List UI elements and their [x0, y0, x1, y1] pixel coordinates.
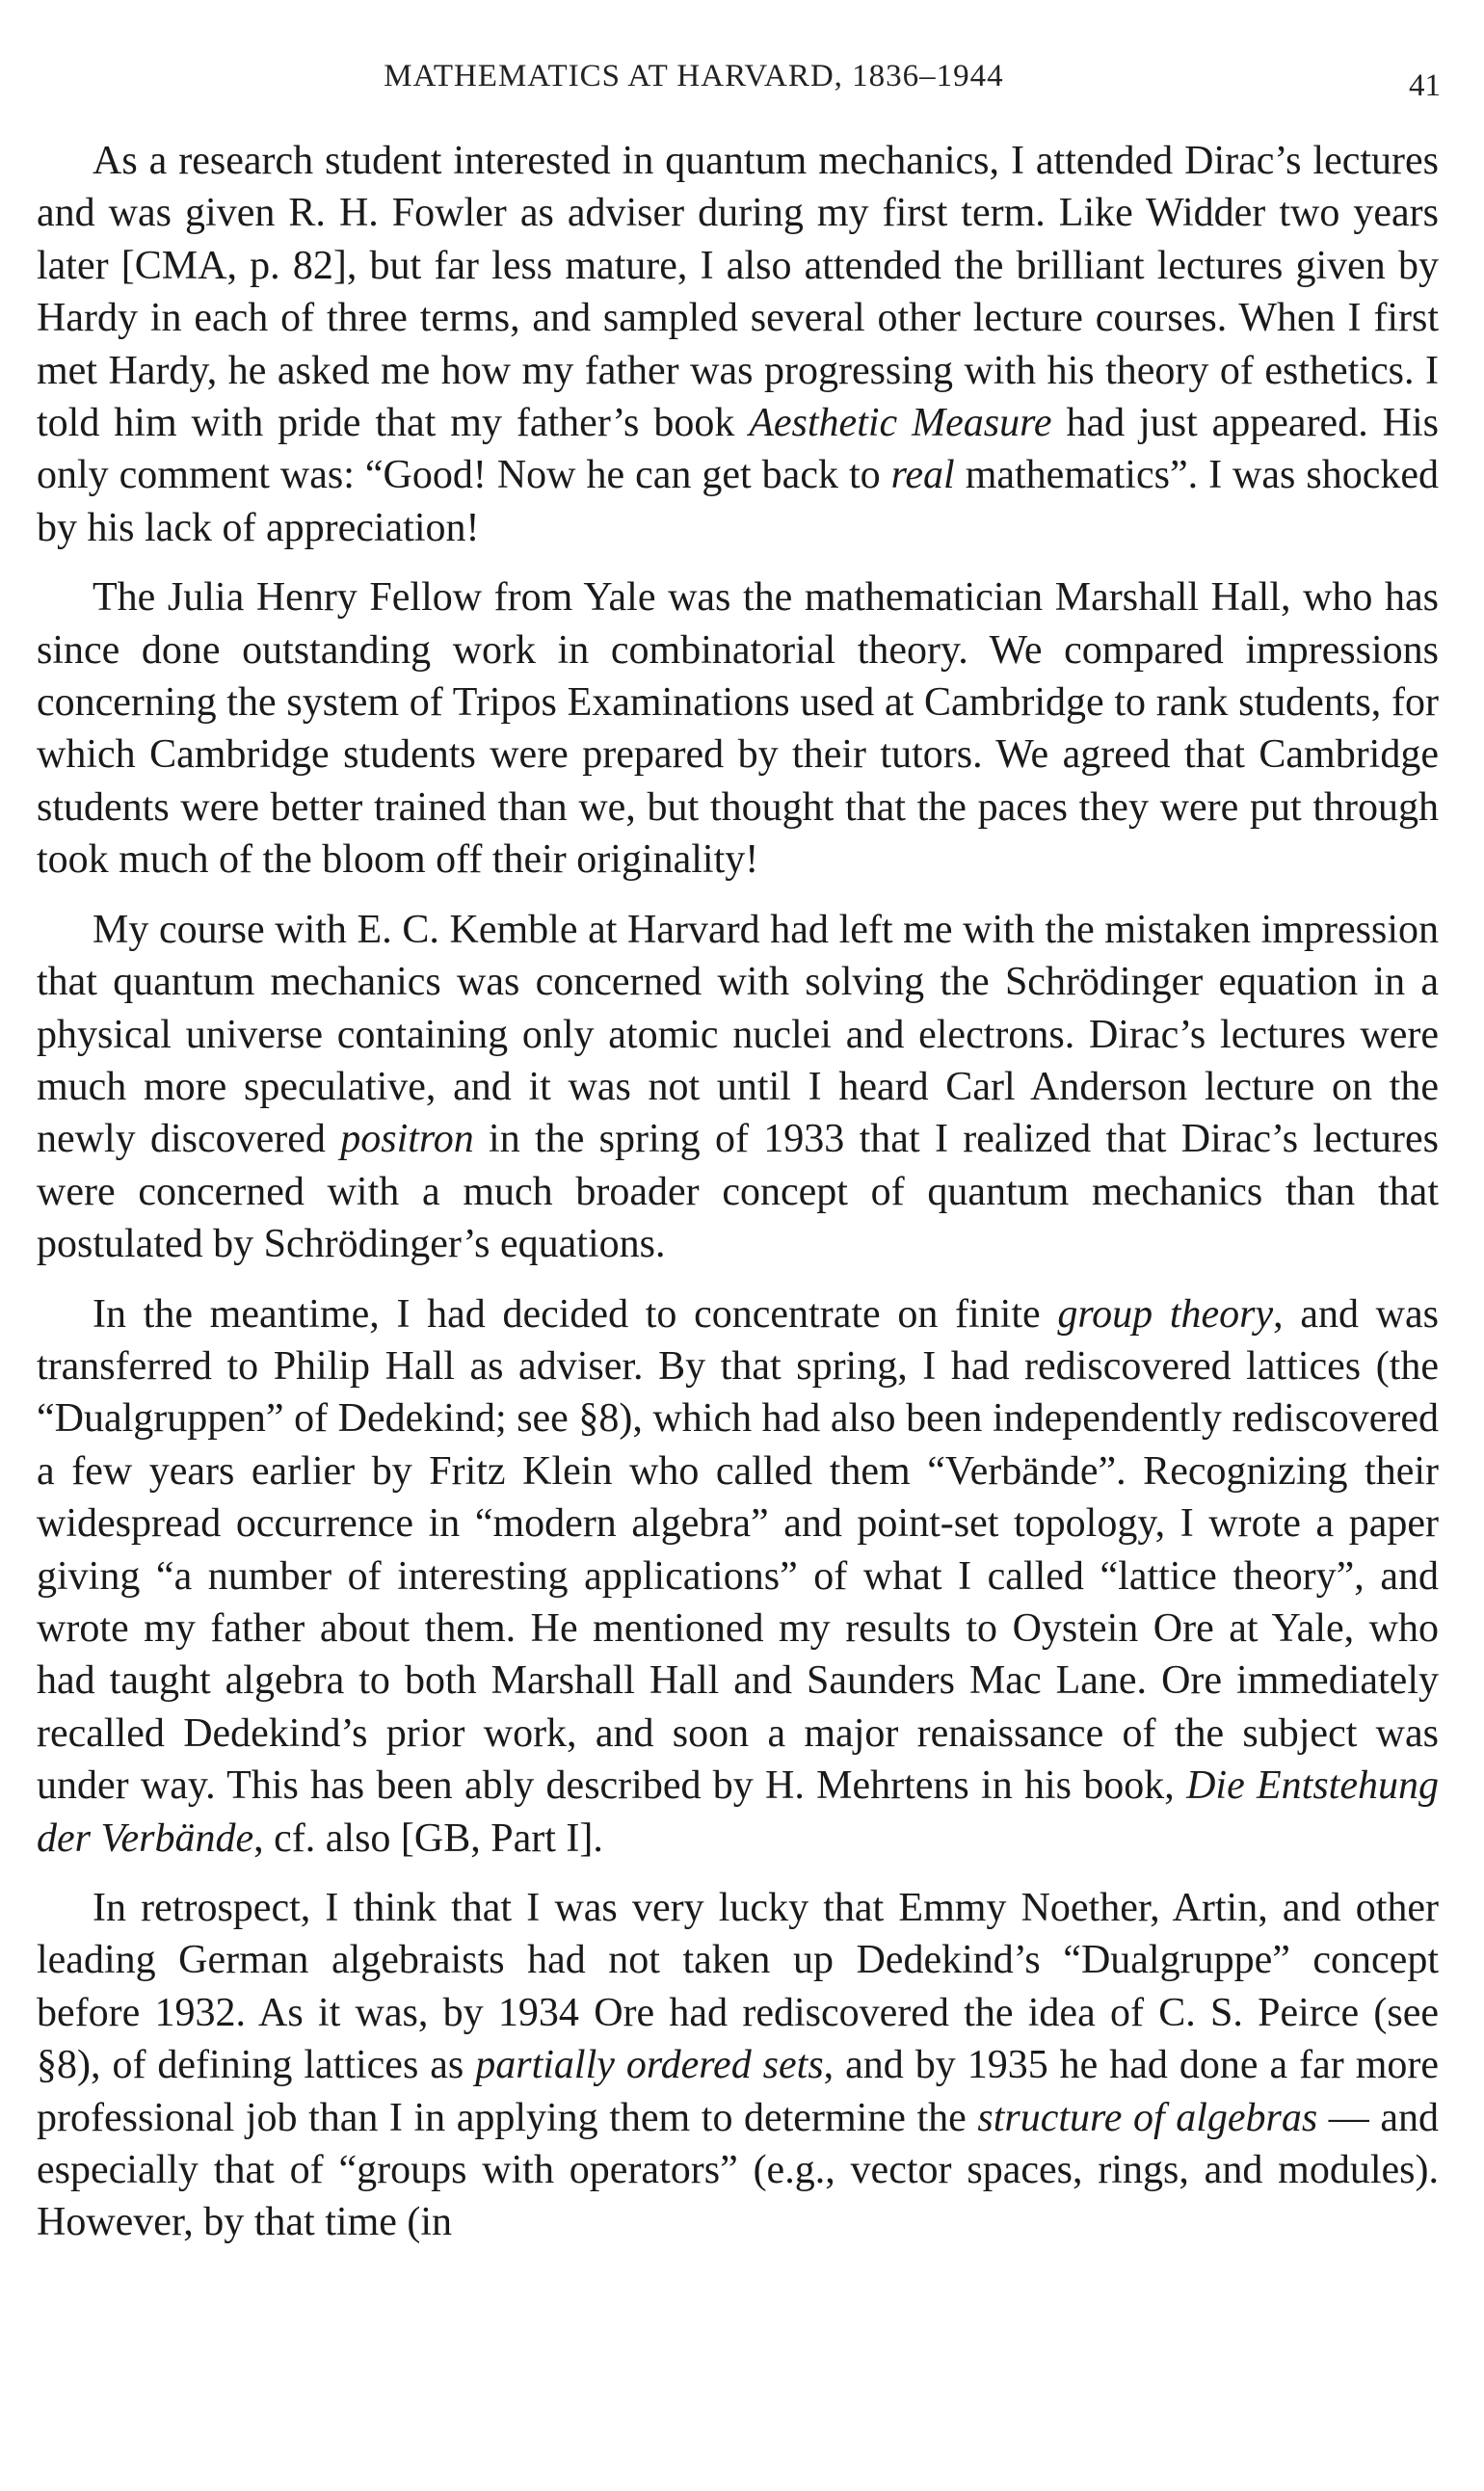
- paragraph: [37, 1882, 1439, 2249]
- paragraph: [37, 904, 1439, 1271]
- page-number: 41: [1409, 68, 1441, 103]
- text-run: , and by 1935 he had done a far more professional job than I in applying them to determine the: [37, 2043, 1439, 2140]
- text-run: , cf. also [GB, Part I].: [253, 1815, 603, 1861]
- paragraph: [37, 1288, 1439, 1865]
- text-run: In retrospect, I think that I was very lucky that Emmy Noether, Artin, and other leading German algebraists had not taken up Dedekind’s “Dualgruppe” concept before 1932. As it was, by 1934 Ore had rediscovered the idea of C. S. Peirce (see §8), of defining lattices as: [37, 1886, 1439, 2088]
- running-title: MATHEMATICS AT HARVARD, 1836–1944: [384, 59, 1004, 93]
- text-run: , and was transferred to Philip Hall as adviser. By that spring, I had rediscovered lattices (the “Dualgruppen” of Dedekind; see §8), which had also been independently rediscovered a few years earlier by Fritz Klein who called them “Verbände”. Recognizing their widespread occurrence in “modern algebra” and point-set topology, I wrote a paper giving “a number of interesting applications” of what I called “lattice theory”, and wrote my father about them. He mentioned my results to Oystein Ore at Yale, who had taught algebra to both Marshall Hall and Saunders Mac Lane. Ore immediately recalled Dedekind’s prior work, and soon a major renaissance of the subject was under way. This has been ably described by H. Mehrtens in his book,: [37, 1291, 1439, 1809]
- italic-term-structure-of-algebras: structure of algebras: [977, 2095, 1318, 2140]
- text-run: had just appeared. His only comment was: “Good! Now he can get back to: [37, 401, 1439, 498]
- italic-term-partially-ordered-sets: partially ordered sets: [475, 2043, 824, 2088]
- italic-word-positron: positron: [340, 1117, 474, 1162]
- text-run: — and especially that of “groups with operators” (e.g., vector spaces, rings, and modules). However, by that time (in: [37, 2095, 1439, 2245]
- page-header: [29, 53, 1441, 101]
- paragraph: [37, 571, 1439, 886]
- text-run: The Julia Henry Fellow from Yale was the mathematician Marshall Hall, who has since done outstanding work in combinatorial theory. We compared impressions concerning the system of Tripos Examinations used at Cambridge to rank students, for which Cambridge students were prepared by their tutors. We agreed that Cambridge students were better trained than we, but thought that the paces they were put through took much of the bloom off their originality!: [37, 575, 1439, 883]
- paragraph: [37, 135, 1439, 554]
- text-run: mathematics”. I was shocked by his lack of appreciation!: [37, 453, 1439, 550]
- body-text: [37, 135, 1439, 2249]
- text-run: in the spring of 1933 that I realized that Dirac’s lectures were concerned with a much broader concept of quantum mechanics than that postulated by Schrödinger’s equations.: [37, 1117, 1439, 1267]
- italic-term-group-theory: group theory: [1057, 1291, 1274, 1337]
- italic-title-die-entstehung: Die Entstehung der Verbände: [37, 1763, 1439, 1861]
- italic-word-real: real: [890, 453, 955, 498]
- text-run: My course with E. C. Kemble at Harvard had left me with the mistaken impression that quantum mechanics was concerned with solving the Schrödinger equation in a physical universe containing only atomic nuclei and electrons. Dirac’s lectures were much more speculative, and it was not until I heard Carl Anderson lecture on the newly discovered: [37, 907, 1439, 1162]
- italic-title-aesthetic-measure: Aesthetic Measure: [749, 401, 1052, 446]
- text-run: As a research student interested in quantum mechanics, I attended Dirac’s lectures and was given R. H. Fowler as adviser during my first term. Like Widder two years later [CMA, p. 82], but far less mature, I also attended the brilliant lectures given by Hardy in each of three terms, and sampled several other lecture courses. When I first met Hardy, he asked me how my father was progressing with his theory of esthetics. I told him with pride that my father’s book: [37, 139, 1439, 446]
- text-run: In the meantime, I had decided to concentrate on finite: [93, 1291, 1058, 1337]
